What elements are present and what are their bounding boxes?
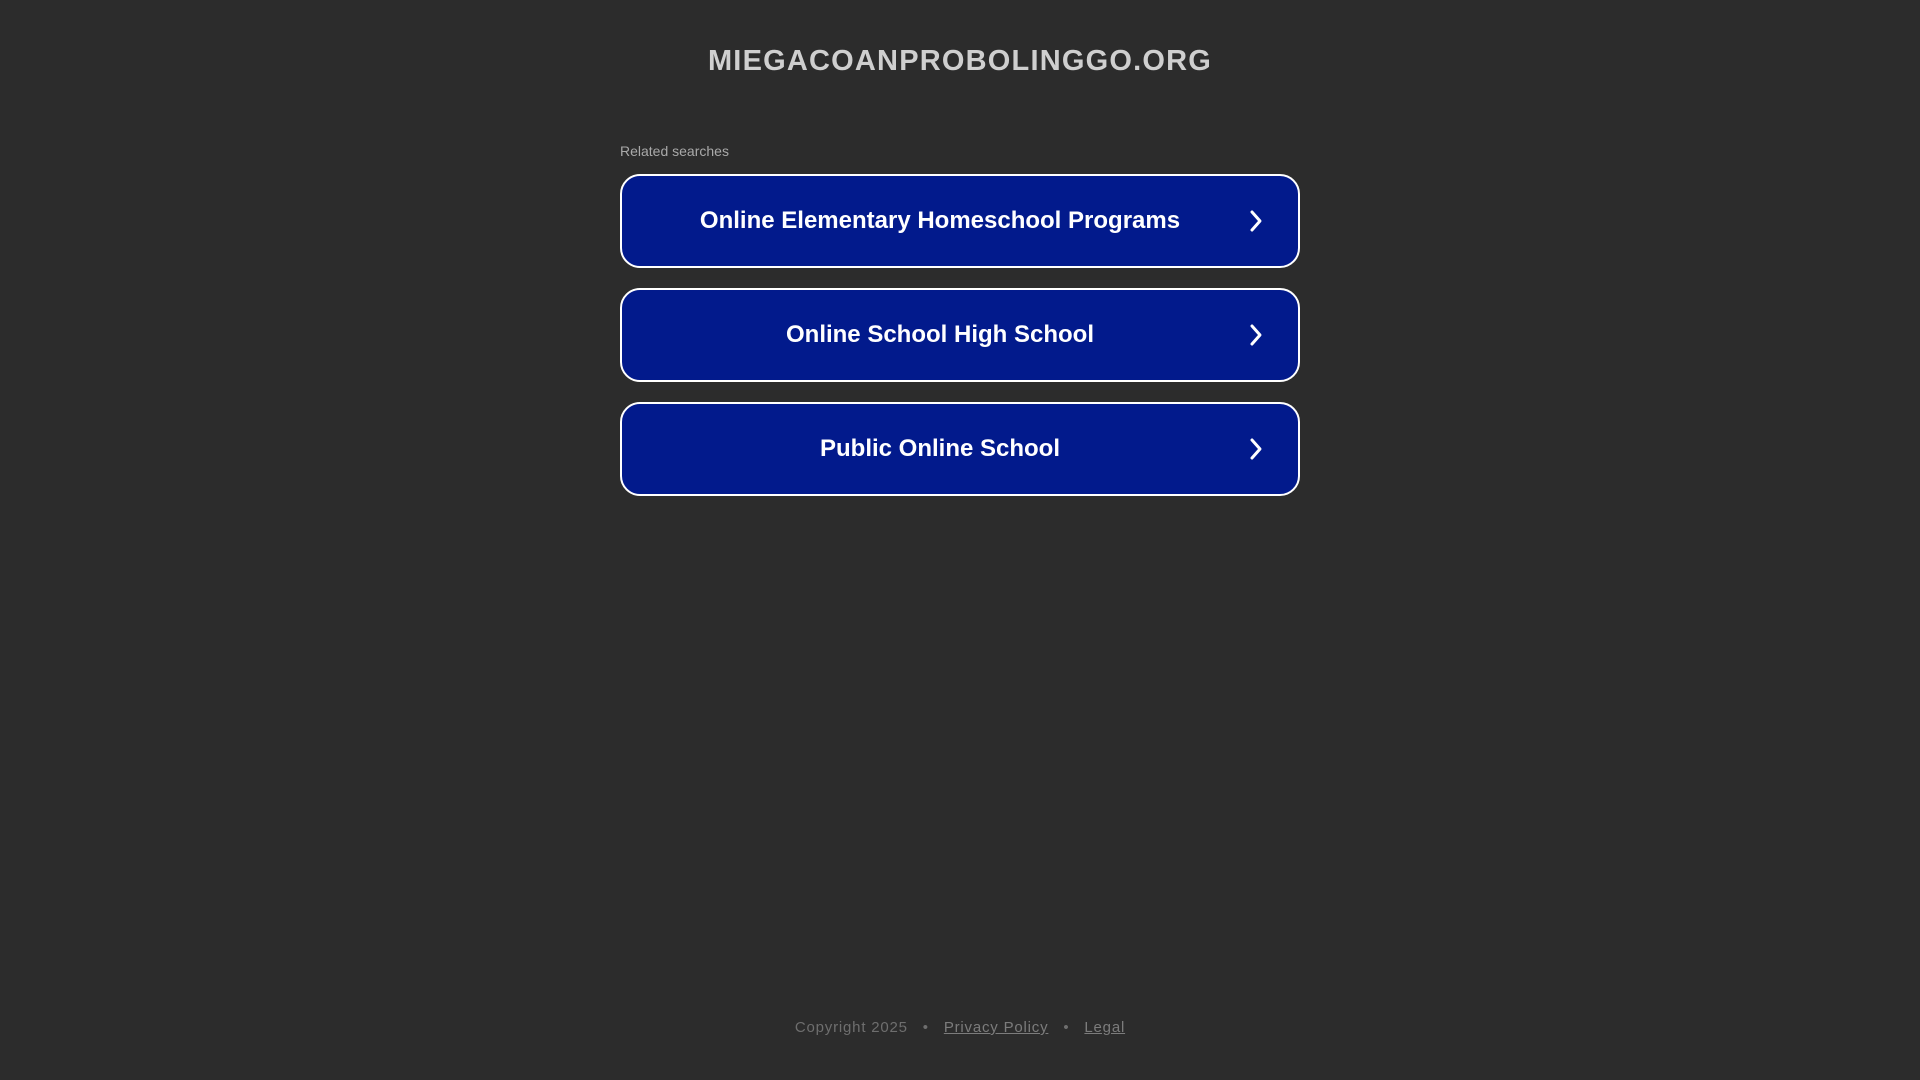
related-search-item[interactable] (620, 288, 1300, 382)
related-searches-label: Related searches (620, 143, 729, 159)
footer-separator: • (1063, 1019, 1070, 1036)
copyright-text: Copyright 2025 (794, 1019, 908, 1036)
privacy-policy-link[interactable]: Privacy Policy (943, 1019, 1049, 1036)
chevron-right-icon (1244, 323, 1268, 347)
related-search-item[interactable] (620, 402, 1300, 496)
related-search-label: Online Elementary Homeschool Programs (699, 207, 1181, 234)
site-title: MIEGACOANPROBOLINGGO.ORG (707, 45, 1213, 77)
legal-link[interactable]: Legal (1084, 1019, 1126, 1036)
related-search-label: Public Online School (819, 435, 1061, 462)
chevron-right-icon (1244, 437, 1268, 461)
related-searches-list (620, 174, 1300, 516)
footer (0, 1019, 1920, 1037)
related-search-item[interactable] (620, 174, 1300, 268)
related-search-label: Online School High School (785, 321, 1094, 348)
footer-separator: • (922, 1019, 929, 1036)
chevron-right-icon (1244, 209, 1268, 233)
